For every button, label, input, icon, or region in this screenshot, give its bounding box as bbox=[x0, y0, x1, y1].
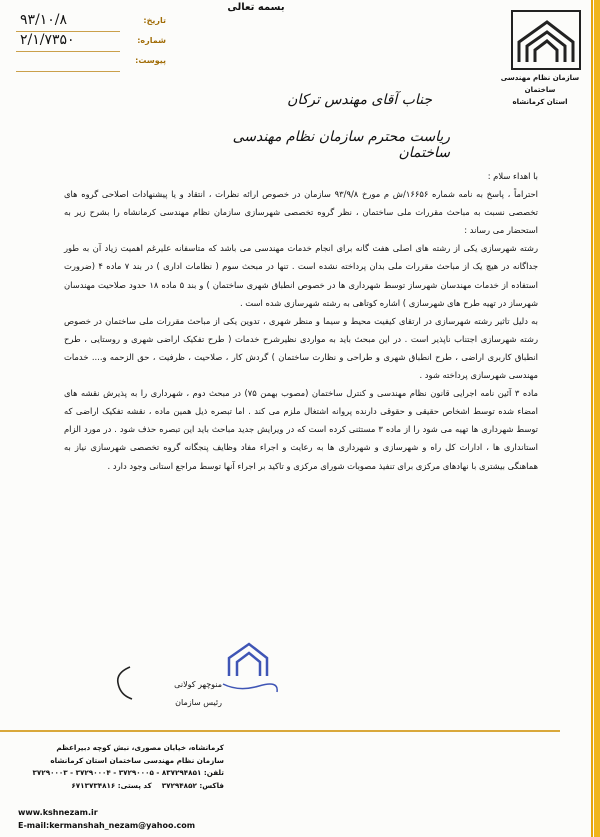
organization-stamp bbox=[219, 636, 279, 698]
postal-value: ۶۷۱۳۷۳۴۸۱۶ bbox=[71, 780, 116, 790]
date-label: تاریخ: bbox=[143, 15, 166, 25]
address-line1: کرمانشاه، خیابان مصوری، نبش کوچه دبیراعظم bbox=[56, 743, 224, 752]
number-value: ۲/۱/۷۳۵۰ bbox=[20, 32, 75, 48]
side-stripe bbox=[594, 0, 600, 837]
side-stripe-thin bbox=[591, 0, 593, 837]
greeting: با اهداء سلام : bbox=[487, 171, 538, 181]
paragraph-1: احتراماً ، پاسخ به نامه شماره ۱۶۶۵۶/ش م مورخ ۹۳/۹/۸ سازمان در خصوص ارائه نظرات ، انتقاد و یا پیشنهادات اصلاحی گروه های تخصصی نسبت به مباحث مقررات ملی ساختمان ، نظر گروه تخصصی شهرسازی سازمان نظام مهندسی کرمانشاه را بشرح زیر به استحضار می رساند : bbox=[64, 189, 539, 236]
fax-label: فاکس: bbox=[199, 780, 224, 790]
attachment-underline bbox=[16, 71, 120, 72]
postal-label: کد پستی: bbox=[117, 780, 152, 790]
basmala bbox=[226, 2, 286, 13]
letter-body bbox=[64, 167, 538, 475]
organization-name bbox=[490, 72, 590, 108]
fax-value: ۳۷۲۹۴۸۵۲ bbox=[161, 780, 197, 790]
org-name-line1: سازمان نظام مهندسی ساختمان bbox=[500, 74, 580, 94]
addressee-line1: جناب آقای مهندس ترکان bbox=[287, 92, 432, 108]
attachment-label: پیوست: bbox=[135, 55, 166, 65]
fax-postal-row bbox=[24, 780, 224, 793]
footer-divider bbox=[0, 730, 560, 732]
phone-numbers: تلفن: ۸۳۷۲۹۴۸۵۱ - ۳۷۲۹۰۰۰۵ - ۳۷۲۹۰۰۰۴ - ۳۷۲۹۰۰۰۳ bbox=[32, 768, 224, 778]
paragraph-3: به دلیل تاثیر رشته شهرسازی در ارتقای کیفیت محیط و سیما و منظر شهری ، تدوین یکی از مباحث مقررات ملی ساختمان در خصوص رشته شهرسازی اجتناب ناپذیر است . در این مبحث باید به مواردی نظیرشرح خدمات ( طرح تفکیک اراضی شهری و روستایی ، طرح انطباق کاربری اراضی ، طرح انطباق شهری و طراحی و نظارت ساختمان ) گردش کار ، صلاحیت ، ظرفیت ، حق الزحمه و.... خدمات مهندسی شهرسازی پرداخته شود . bbox=[64, 315, 538, 381]
date-row bbox=[16, 10, 166, 30]
footer-contact bbox=[18, 806, 218, 833]
paragraph-2: رشته شهرسازی یکی از رشته های اصلی هفت گانه برای انجام خدمات مهندسی می باشد که متاسفانه علیرغم اهمیت زیاد آن به طور جداگانه در هیچ یک از مباحث مقررات ملی بدان پرداخته نشده است . تنها در مبحث سوم ( نظامات اداری ) در بند ۷ ماده ۴ (ضرورت استفاده از خدمات مهندسان شهرساز توسط شهرداری ها در خصوص انطباق شهری ساختمان ) و بند ۵ ماده ۱۸ حدود صلاحیت مهندسان شهرساز در تهیه طرح های شهرسازی ) اشاره کوتاهی به رشته شهرسازی شده است . bbox=[64, 243, 539, 308]
signer-title: رئیس سازمان bbox=[175, 698, 222, 707]
addressee-line2: ریاست محترم سازمان نظام مهندسی ساختمان bbox=[232, 129, 450, 161]
number-underline bbox=[16, 51, 120, 52]
date-underline bbox=[16, 31, 120, 32]
organization-logo bbox=[511, 10, 581, 70]
number-row bbox=[16, 30, 166, 50]
number-label: شماره: bbox=[137, 35, 166, 45]
footer-address bbox=[24, 742, 224, 792]
letter-meta bbox=[16, 10, 166, 70]
address-line2: سازمان نظام مهندسی ساختمان استان کرمانشاه bbox=[50, 755, 224, 765]
org-name-line2: استان کرمانشاه bbox=[512, 98, 568, 106]
paragraph-4: ماده ۳ آئین نامه اجرایی قانون نظام مهندسی و کنترل ساختمان (مصوب بهمن ۷۵) در مبحث دوم ، شهرداری را به پذیرش نقشه های امضاء شده توسط اشخاص حقیقی و حقوقی دارنده پروانه اشتغال ملزم می کند . اما تبصره ذیل همین ماده ، نقشه تفکیک اراضی که توسط شهرداری ها تهیه می شود را از ماده ۳ مستثنی کرده است که در ویرایش جدید مباحث باید این تبصره حذف شود . در مورد الزام استانداری ها ، ادارات کل راه و شهرسازی و شهرداری ها به رعایت و اجراء مفاد وظایف پنجگانه گروه تخصصی شهرسازی نیاز به هماهنگی بیشتری با نهادهای مرکزی برای تنفیذ مصوبات شورای مرکزی و تاکید بر اجراء آنها توسط مراجع استانی وجود دارد . bbox=[64, 388, 538, 471]
attachment-row bbox=[16, 50, 166, 70]
date-value: ۹۳/۱۰/۸ bbox=[20, 12, 68, 28]
signature-block bbox=[132, 676, 222, 712]
signer-name: منوچهر کولانی bbox=[174, 680, 222, 689]
basmala-text: بسمه تعالی bbox=[227, 2, 285, 13]
website-link[interactable]: www.kshnezam.ir bbox=[18, 808, 98, 817]
email-link[interactable]: E-mail:kermanshah_nezam@yahoo.com bbox=[18, 821, 196, 831]
